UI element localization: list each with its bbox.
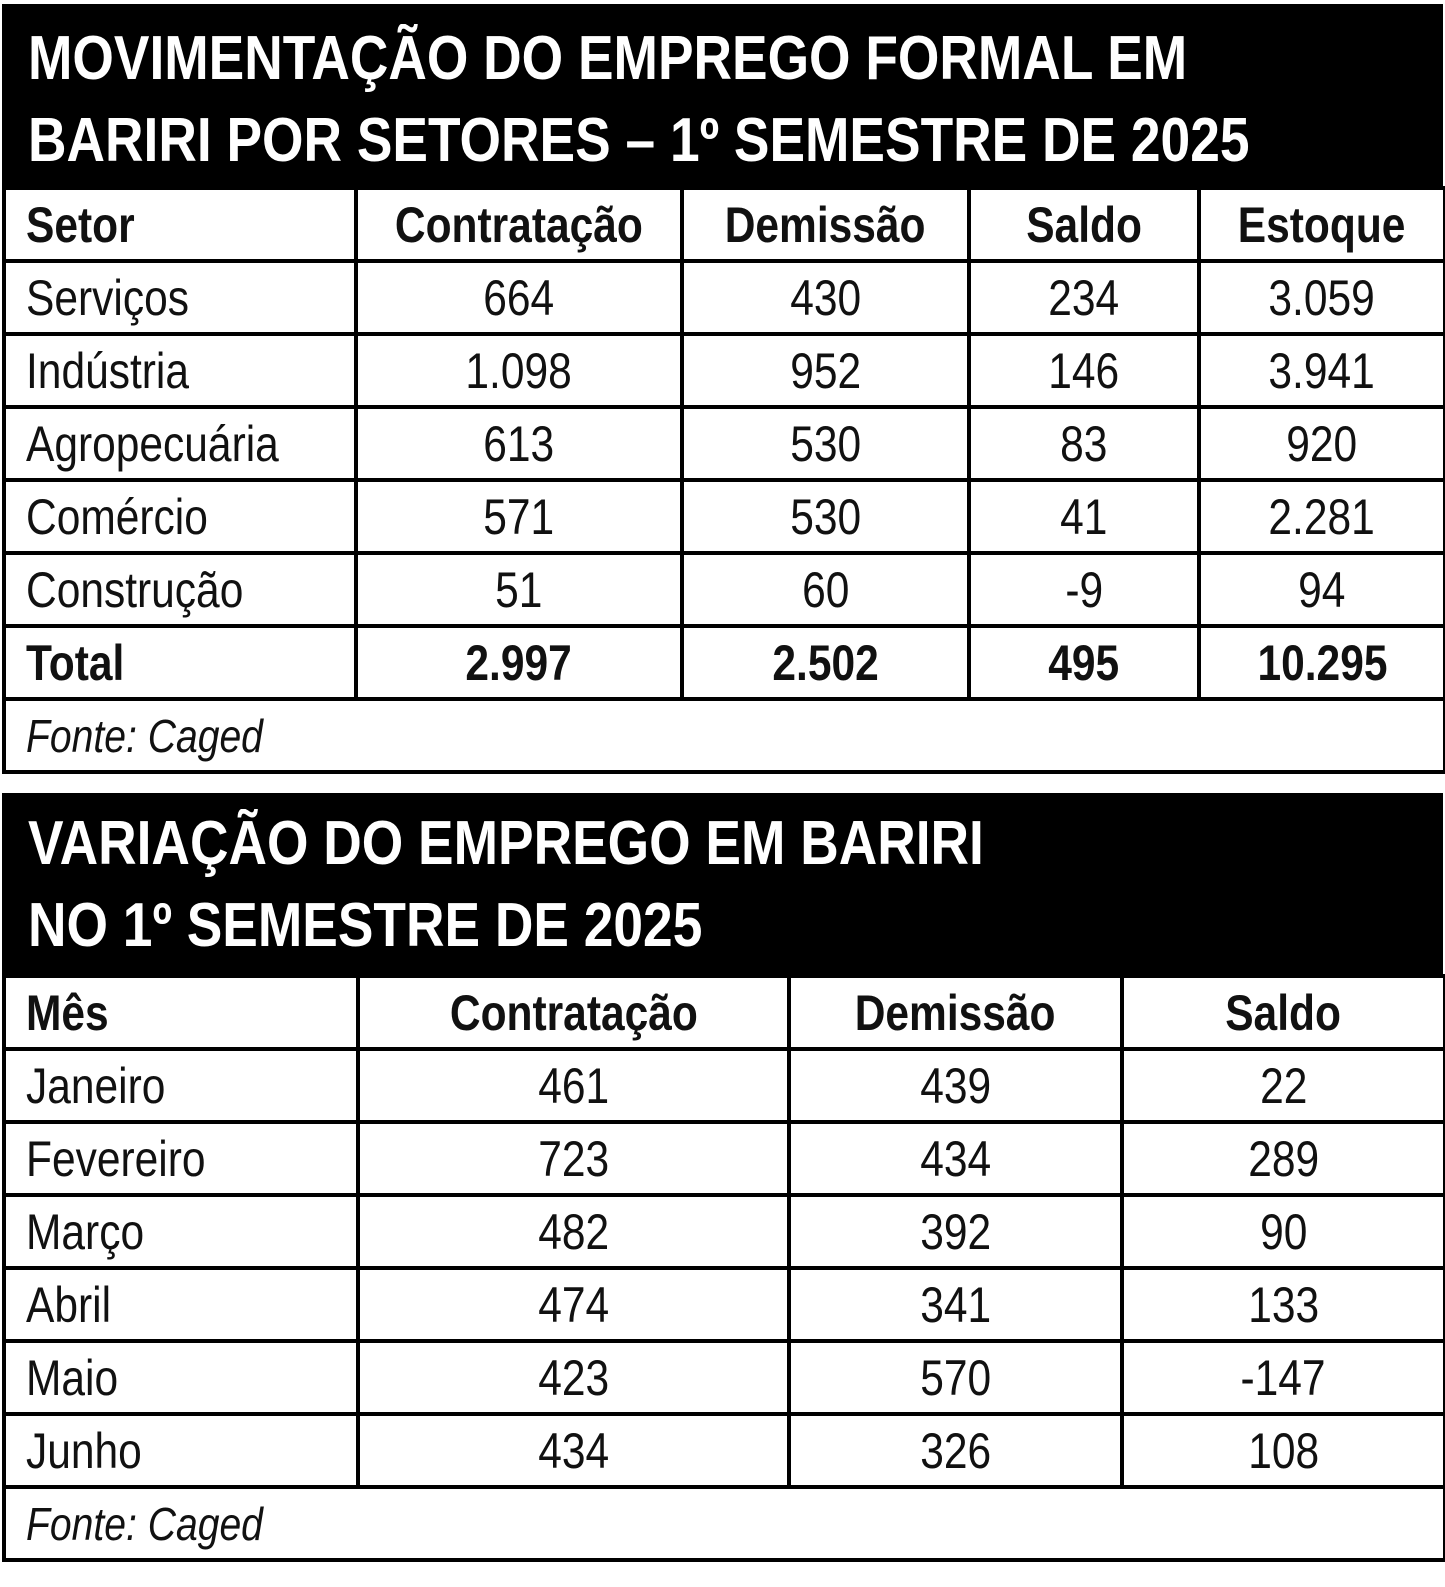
row-label-cell: Total bbox=[4, 626, 356, 699]
table-header-row bbox=[4, 188, 1445, 261]
row-label-cell: Junho bbox=[4, 1414, 358, 1487]
value-cell: 613 bbox=[356, 407, 682, 480]
value-cell: 495 bbox=[969, 626, 1199, 699]
value-cell: 530 bbox=[682, 480, 969, 553]
sector-table-title-line-1: MOVIMENTAÇÃO DO EMPREGO FORMAL EM bbox=[28, 24, 1188, 93]
value-cell: 1.098 bbox=[356, 334, 682, 407]
source-row bbox=[4, 1487, 1445, 1560]
table-row bbox=[4, 1122, 1445, 1195]
value-cell: 439 bbox=[789, 1049, 1122, 1122]
value-cell: 146 bbox=[969, 334, 1199, 407]
value-cell: -9 bbox=[969, 553, 1199, 626]
value-cell: 434 bbox=[358, 1414, 789, 1487]
sector-table-title bbox=[2, 4, 1443, 186]
table-row bbox=[4, 1268, 1445, 1341]
row-label-cell: Indústria bbox=[4, 334, 356, 407]
row-label-cell: Serviços bbox=[4, 261, 356, 334]
value-cell: 2.502 bbox=[682, 626, 969, 699]
table-header-row bbox=[4, 976, 1445, 1049]
table-row bbox=[4, 407, 1445, 480]
value-cell: 326 bbox=[789, 1414, 1122, 1487]
value-cell: 22 bbox=[1122, 1049, 1445, 1122]
table-row bbox=[4, 334, 1445, 407]
monthly-table-body bbox=[4, 1049, 1445, 1487]
value-cell: 392 bbox=[789, 1195, 1122, 1268]
value-cell: 3.059 bbox=[1199, 261, 1445, 334]
row-label-cell: Maio bbox=[4, 1341, 358, 1414]
column-header-demissao: Demissão bbox=[789, 976, 1122, 1049]
value-cell: 2.281 bbox=[1199, 480, 1445, 553]
column-header-saldo: Saldo bbox=[1122, 976, 1445, 1049]
source-note: Fonte: Caged bbox=[4, 1487, 1445, 1560]
table-row bbox=[4, 1341, 1445, 1414]
value-cell: 3.941 bbox=[1199, 334, 1445, 407]
value-cell: 83 bbox=[969, 407, 1199, 480]
value-cell: 133 bbox=[1122, 1268, 1445, 1341]
value-cell: 461 bbox=[358, 1049, 789, 1122]
column-header-mes: Mês bbox=[4, 976, 358, 1049]
row-label-cell: Comércio bbox=[4, 480, 356, 553]
sector-table bbox=[2, 186, 1445, 774]
monthly-table-title-line-2: NO 1º SEMESTRE DE 2025 bbox=[28, 891, 703, 960]
value-cell: 723 bbox=[358, 1122, 789, 1195]
value-cell: 341 bbox=[789, 1268, 1122, 1341]
value-cell: 530 bbox=[682, 407, 969, 480]
column-header-demissao: Demissão bbox=[682, 188, 969, 261]
value-cell: 10.295 bbox=[1199, 626, 1445, 699]
value-cell: 2.997 bbox=[356, 626, 682, 699]
value-cell: 664 bbox=[356, 261, 682, 334]
value-cell: 571 bbox=[356, 480, 682, 553]
table-row bbox=[4, 480, 1445, 553]
monthly-table bbox=[2, 974, 1445, 1562]
value-cell: 430 bbox=[682, 261, 969, 334]
column-header-setor: Setor bbox=[4, 188, 356, 261]
value-cell: 952 bbox=[682, 334, 969, 407]
row-label-cell: Construção bbox=[4, 553, 356, 626]
table-row bbox=[4, 1195, 1445, 1268]
source-row bbox=[4, 699, 1445, 772]
sector-table-body bbox=[4, 261, 1445, 699]
row-label-cell: Março bbox=[4, 1195, 358, 1268]
value-cell: 60 bbox=[682, 553, 969, 626]
table-row bbox=[4, 261, 1445, 334]
value-cell: 474 bbox=[358, 1268, 789, 1341]
table-row bbox=[4, 626, 1445, 699]
monthly-table-title bbox=[2, 793, 1443, 974]
table-row bbox=[4, 1049, 1445, 1122]
source-note: Fonte: Caged bbox=[4, 699, 1445, 772]
row-label-cell: Fevereiro bbox=[4, 1122, 358, 1195]
row-label-cell: Janeiro bbox=[4, 1049, 358, 1122]
value-cell: 289 bbox=[1122, 1122, 1445, 1195]
table-row bbox=[4, 1414, 1445, 1487]
table-row bbox=[4, 553, 1445, 626]
monthly-table-block bbox=[2, 793, 1443, 1562]
value-cell: 434 bbox=[789, 1122, 1122, 1195]
column-header-contratacao: Contratação bbox=[356, 188, 682, 261]
monthly-table-title-line-1: VARIAÇÃO DO EMPREGO EM BARIRI bbox=[28, 809, 984, 878]
sector-table-block bbox=[2, 4, 1443, 774]
value-cell: 90 bbox=[1122, 1195, 1445, 1268]
value-cell: 570 bbox=[789, 1341, 1122, 1414]
column-header-estoque: Estoque bbox=[1199, 188, 1445, 261]
column-header-contratacao: Contratação bbox=[358, 976, 789, 1049]
column-header-saldo: Saldo bbox=[969, 188, 1199, 261]
value-cell: -147 bbox=[1122, 1341, 1445, 1414]
value-cell: 108 bbox=[1122, 1414, 1445, 1487]
sector-table-title-line-2: BARIRI POR SETORES – 1º SEMESTRE DE 2025 bbox=[28, 106, 1250, 175]
value-cell: 423 bbox=[358, 1341, 789, 1414]
value-cell: 41 bbox=[969, 480, 1199, 553]
row-label-cell: Abril bbox=[4, 1268, 358, 1341]
value-cell: 234 bbox=[969, 261, 1199, 334]
row-label-cell: Agropecuária bbox=[4, 407, 356, 480]
value-cell: 920 bbox=[1199, 407, 1445, 480]
value-cell: 94 bbox=[1199, 553, 1445, 626]
value-cell: 51 bbox=[356, 553, 682, 626]
value-cell: 482 bbox=[358, 1195, 789, 1268]
